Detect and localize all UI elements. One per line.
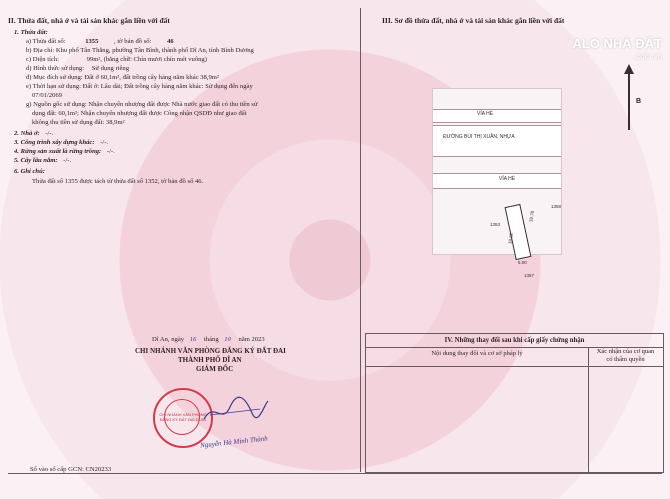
changes-table [365, 333, 664, 473]
forest-heading: 4. Rừng sản xuất là rừng trồng: [14, 148, 102, 155]
other-construction-line [14, 139, 108, 146]
neighbor-parcel-1358: 1358 [551, 204, 562, 209]
changes-col-content: Nội dung thay đổi và cơ sở pháp lý [431, 350, 523, 357]
north-arrow-shaft [628, 70, 630, 130]
site-plan-map [432, 88, 562, 255]
parcel-number: 1355 [85, 38, 99, 45]
usage-form-line [26, 65, 129, 72]
area-value: 99m², (bằng chữ: Chín mươi chín mét vuông) [86, 56, 207, 63]
date-month-label: tháng [203, 336, 219, 343]
north-label: B [636, 98, 642, 105]
sheet-number-label: , tờ bản đồ số: [114, 38, 152, 45]
perennial-line [14, 157, 71, 164]
edge-length-bottom: 5.00 [518, 260, 527, 265]
date-day: 16 [189, 336, 197, 343]
changes-col-confirmation [588, 348, 663, 364]
neighbor-parcel-1357: 1357 [524, 273, 535, 278]
usage-term-line: e) Thời hạn sử dụng: Đất ở: Lâu dài; Đất trồng cây hàng năm khác: Sử dụng đến ngày [26, 83, 253, 90]
origin-line-1: g) Nguồn gốc sử dụng: Nhận chuyển nhượng đất được Nhà nước giao đất có thu tiền sử [26, 101, 258, 108]
perennial-heading: 5. Cây lâu năm: [14, 157, 58, 164]
main-road [433, 125, 561, 157]
changes-col-confirmation-line1: Xác nhận của cơ quan [596, 348, 655, 355]
changes-col-confirmation-line2: có thẩm quyền [606, 356, 645, 363]
issuing-city: THÀNH PHỐ DĨ AN [178, 356, 242, 364]
signer-role: GIÁM ĐỐC [196, 365, 234, 373]
land-parcel-heading: 1. Thửa đất: [14, 29, 48, 36]
sidewalk-bottom-label: VỈA HÈ [499, 176, 516, 182]
issuing-office: CHI NHÁNH VĂN PHÒNG ĐĂNG KÝ ĐẤT ĐAI [135, 347, 286, 355]
edge-length-right: 19.78 [528, 210, 536, 223]
forest-value: -/-. [106, 148, 115, 155]
changes-title: IV. Những thay đổi sau khi cấp giấy chứng nhận [366, 334, 663, 348]
road-name-label: ĐƯỜNG BÙI THỊ XUÂN, NHỰA [443, 134, 515, 140]
address-line: b) Địa chỉ: Khu phố Tân Thắng, phường Tân Bình, thành phố Dĩ An, tỉnh Bình Dương [26, 47, 254, 54]
signing-date [152, 336, 265, 343]
house-heading: 2. Nhà ở: [14, 130, 40, 137]
signer-name: Nguyễn Hà Minh Thành [199, 434, 269, 450]
house-line [14, 130, 53, 137]
neighbor-parcel-1353: 1353 [490, 222, 501, 227]
usage-form-label: d) Hình thức sử dụng: [26, 65, 85, 72]
date-year: năm 2023 [238, 336, 265, 343]
section2-title: II. Thửa đất, nhà ở và tài sản khác gắn liền với đất [8, 16, 170, 25]
perennial-value: -/-. [63, 157, 72, 164]
other-construction-heading: 3. Công trình xây dựng khác: [14, 139, 95, 146]
notes-text: Thửa đất số 1355 được tách từ thửa đất số 1352, tờ bản đồ số 46. [32, 178, 204, 185]
watermark-domain: .com.vn [633, 52, 662, 61]
forest-line [14, 148, 115, 155]
other-construction-value: -/-. [100, 139, 109, 146]
usage-purpose-line: đ) Mục đích sử dụng: Đất ở 60,1m², đất trồng cây hàng năm khác 38,9m² [26, 74, 219, 81]
origin-line-2: dụng đất: 60,1m²; Nhận chuyển nhượng đất được Công nhận QSDĐ như giao đất [32, 110, 247, 117]
changes-header-rule [366, 366, 663, 367]
sheet-number: 46 [167, 38, 174, 45]
area-label: c) Diện tích: [26, 56, 59, 63]
parcel-number-label: a) Thửa đất số: [26, 38, 66, 45]
area-line [26, 56, 207, 63]
date-month: 10 [224, 336, 231, 343]
section3-title: III. Sơ đồ thửa đất, nhà ở và tài sản khác gắn liền với đất [382, 16, 565, 25]
usage-term-date: 07/01/2069 [32, 92, 63, 99]
origin-line-3: không thu tiền sử dụng đất: 38,9m² [32, 119, 125, 126]
house-value: -/-. [45, 130, 54, 137]
edge-length-left: 19.82 [507, 232, 515, 245]
column-divider [360, 8, 361, 472]
watermark-brand: ALO NHÀ ĐẤT [572, 36, 662, 51]
sidewalk-top-label: VỈA HÈ [477, 111, 494, 117]
notes-heading: 6. Ghi chú: [14, 168, 45, 175]
sidewalk-bottom [433, 173, 561, 189]
register-number: Số vào sổ cấp GCN: CN20233 [30, 466, 112, 473]
official-seal-text: CHI NHÁNH VĂN PHÒNG ĐĂNG KÝ ĐẤT ĐAI DĨ AN [159, 412, 207, 422]
usage-form-value: Sử dụng riêng [91, 65, 129, 72]
sidewalk-top [433, 109, 561, 123]
signature [200, 395, 270, 427]
bottom-rule [8, 473, 662, 474]
date-prefix: Dĩ An, ngày [152, 336, 185, 343]
parcel-number-line [26, 38, 174, 45]
